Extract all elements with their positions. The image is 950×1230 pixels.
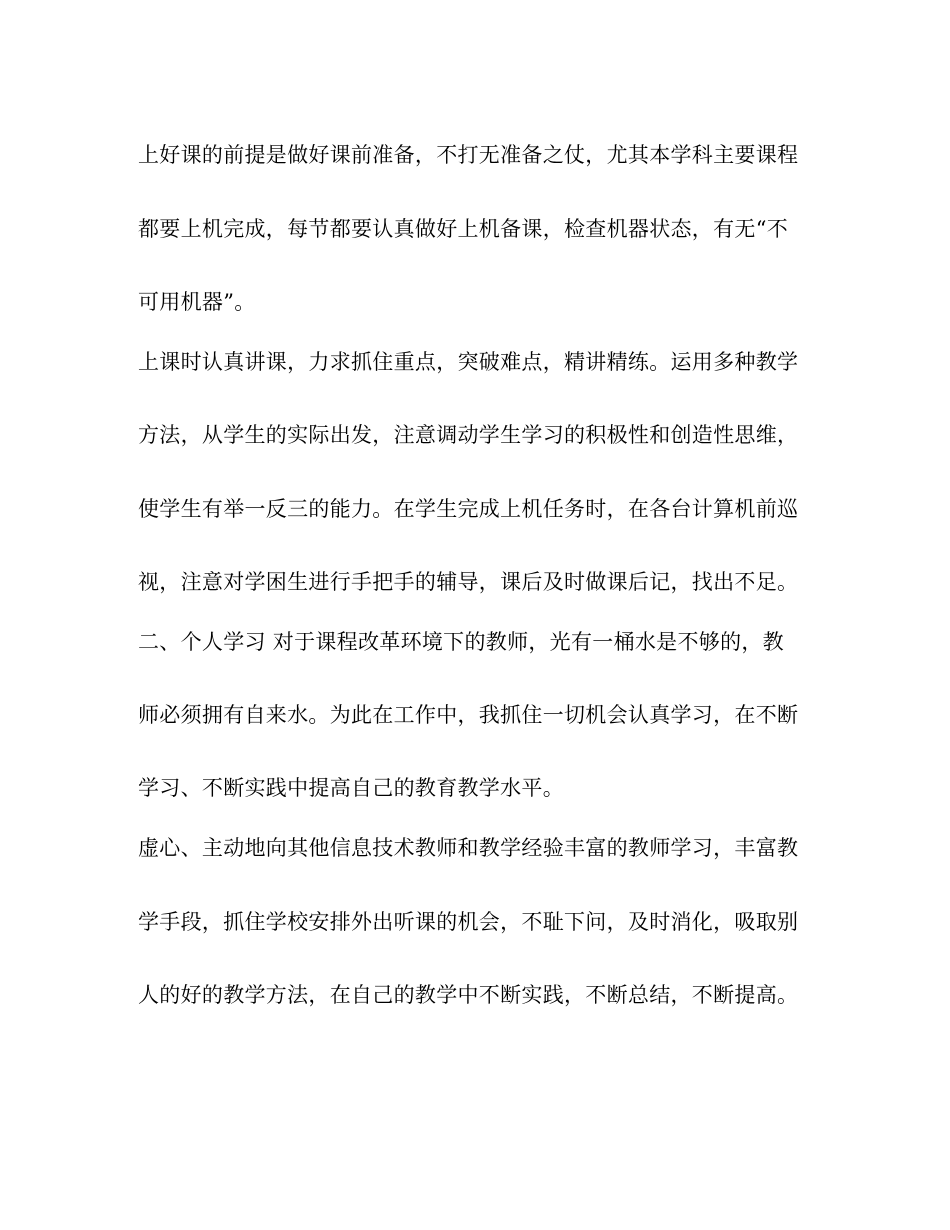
paragraph-2-line-2: 方法，从学生的实际出发，注意调动学生学习的积极性和创造性思维， xyxy=(138,423,799,447)
paragraph-2-line-1: 上课时认真讲课，力求抓住重点，突破难点，精讲精练。运用多种教学 xyxy=(138,350,799,374)
paragraph-4-line-2: 学手段，抓住学校安排外出听课的机会，不耻下问，及时消化，吸取别 xyxy=(138,910,799,934)
paragraph-4-line-1: 虚心、主动地向其他信息技术教师和教学经验丰富的教师学习，丰富教 xyxy=(138,836,799,860)
paragraph-1-line-1: 上好课的前提是做好课前准备，不打无准备之仗，尤其本学科主要课程 xyxy=(138,143,799,167)
paragraph-1-line-2: 都要上机完成，每节都要认真做好上机备课，检查机器状态，有无“不 xyxy=(138,217,789,241)
paragraph-3-line-2: 师必须拥有自来水。为此在工作中，我抓住一切机会认真学习，在不断 xyxy=(138,703,799,727)
paragraph-2-line-3: 使学生有举一反三的能力。在学生完成上机任务时，在各台计算机前巡 xyxy=(138,497,799,521)
paragraph-3-line-1: 二、个人学习 对于课程改革环境下的教师，光有一桶水是不够的，教 xyxy=(138,630,784,654)
paragraph-2-line-4: 视，注意对学困生进行手把手的辅导，课后及时做课后记，找出不足。 xyxy=(138,570,799,594)
paragraph-3-line-3: 学习、不断实践中提高自己的教育教学水平。 xyxy=(138,776,564,800)
paragraph-4-line-3: 人的好的教学方法，在自己的教学中不断实践，不断总结，不断提高。 xyxy=(138,983,799,1007)
paragraph-1-line-3: 可用机器”。 xyxy=(138,290,256,314)
